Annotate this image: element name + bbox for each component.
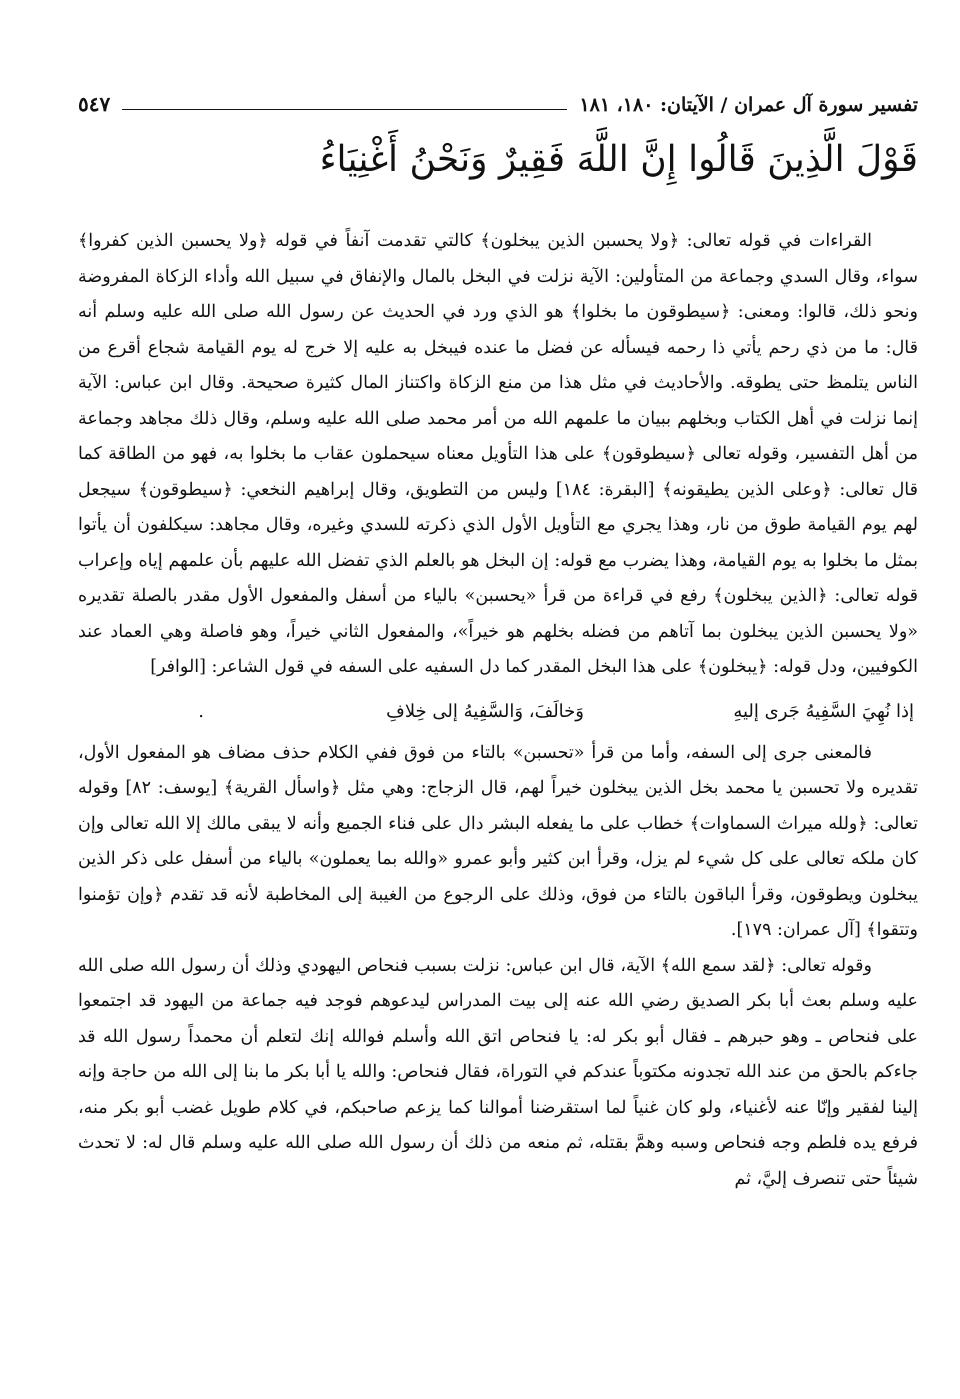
commentary-paragraph: القراءات في قوله تعالى: ﴿ولا يحسبن الذين يبخلون﴾ كالتي تقدمت آنفاً في قوله ﴿ولا يحسبن الذين كفروا﴾ سواء، وقال السدي وجماعة من المتأولين: الآية نزلت في البخل بالمال والإنفاق في سبيل الله وأداء الزكاة المفروضة ونحو ذلك، قالوا: ومعنى: ﴿سيطوقون ما بخلوا﴾ هو الذي ورد في الحديث عن رسول الله صلى الله عليه وسلم أنه قال: ما من ذي رحم يأتي ذا رحمه فيسأله عن فضل ما عنده فيبخل به عليه إلا خرج له يوم القيامة شجاع أقرع من الناس يتلمظ حتى يطوقه. والأحاديث في مثل هذا من منع الزكاة واكتناز المال كثيرة صحيحة. وقال ابن عباس: الآية إنما نزلت في أهل الكتاب وبخلهم ببيان ما علمهم الله من أمر محمد صلى الله عليه وسلم، وقال ذلك مجاهد وجماعة من أهل التفسير، وقوله تعالى ﴿سيطوقون﴾ على هذا التأويل معناه سيحملون عقاب ما بخلوا به، فهو من الطاقة كما قال تعالى: ﴿وعلى الذين يطيقونه﴾ [البقرة: ١٨٤] وليس من التطويق، وقال إبراهيم النخعي: ﴿سيطوقون﴾ سيجعل لهم يوم القيامة طوق من نار، وهذا يجري مع التأويل الأول الذي ذكرته للسدي وغيره، وقال مجاهد: سيكلفون أن يأتوا بمثل ما بخلوا به يوم القيامة، وهذا يضرب مع قوله: إن البخل هو بالعلم الذي تفضل الله عليهم بأن علمهم إياه وإعراب قوله تعالى: ﴿الذين يبخلون﴾ رفع في قراءة من قرأ «يحسبن» بالياء من أسفل والمفعول الأول مقدر بالصلة تقديره «ولا يحسبن الذين يبخلون بما آتاهم من فضله بخلهم هو خيراً»، والمفعول الثاني خيراً، وهو فاصلة وهي العماد عند الكوفيين، ودل قوله: ﴿يبخلون﴾ على هذا البخل المقدر كما دل السفيه على السفه في قول الشاعر: [الوافر] (78, 231, 918, 677)
page-number: ٥٤٧ (78, 92, 111, 116)
commentary-paragraph: وقوله تعالى: ﴿لقد سمع الله﴾ الآية، قال ابن عباس: نزلت بسبب فنحاص اليهودي وذلك أن رسول الله صلى الله عليه وسلم بعث أبا بكر الصديق رضي الله عنه إلى بيت المدراس ليدعوهم فوجد فيه جماعة من اليهود قد اجتمعوا على فنحاص ـ وهو حبرهم ـ فقال أبو بكر له: يا فنحاص اتق الله وأسلم فوالله إنك لتعلم أن محمداً رسول الله قد جاءكم بالحق من عند الله تجدونه مكتوباً عندكم في التوراة، فقال فنحاص: والله يا أبا بكر ما بنا إلى الله من حاجة وإنه إلينا لفقير وإنّا عنه لأغنياء، ولو كان غنياً لما استقرضنا أموالنا كما يزعم صاحبكم، في كلام طويل غضب أبو بكر منه، فرفع يده فلطم وجه فنحاص وسبه وهمَّ بقتله، ثم منعه من ذلك أن رسول الله صلى الله عليه وسلم قال له: لا تحدث شيئاً حتى تنصرف إليَّ، ثم (78, 955, 918, 1189)
running-title: تفسير سورة آل عمران / الآيتان: ١٨٠، ١٨١ (579, 94, 918, 116)
poetry-verse (78, 694, 918, 730)
page-header (78, 60, 918, 122)
book-page (78, 60, 918, 1390)
commentary-paragraph: فالمعنى جرى إلى السفه، وأما من قرأ «تحسبن» بالتاء من فوق ففي الكلام حذف مضاف هو المفعول الأول، تقديره ولا تحسبن يا محمد بخل الذين يبخلون خيراً لهم، قال الزجاج: وهي مثل ﴿واسأل القرية﴾ [يوسف: ٨٢] وقوله تعالى: ﴿ولله ميراث السماوات﴾ خطاب على ما يفعله البشر دال على فناء الجميع وأنه لا يبقى مالك إلا الله تعالى وإن كان ملكه تعالى على كل شيء لم يزل، وقرأ ابن كثير وأبو عمرو «والله بما يعملون» بالياء من أسفل على ذكر الذين يبخلون ويطوقون، وقرأ الباقون بالتاء من فوق، وذلك على الرجوع من الغيبة إلى المخاطبة لأنه قد تقدم ﴿وإن تؤمنوا وتتقوا﴾ [آل عمران: ١٧٩]. (78, 742, 918, 940)
poetry-dot: . (198, 700, 204, 722)
commentary-body (78, 224, 918, 1197)
header-rule (122, 109, 567, 110)
poetry-second-hemistich: وَخالَفَ، وَالسَّفِيهُ إلى خِلافِ (386, 700, 584, 722)
poetry-first-hemistich: إذا نُهِيَ السَّفِيهُ جَرى إليهِ (733, 700, 914, 722)
verse-heading: قَوْلَ الَّذِينَ قَالُوا إِنَّ اللَّهَ فَقِيرٌ وَنَحْنُ أَغْنِيَاءُ (319, 139, 918, 180)
